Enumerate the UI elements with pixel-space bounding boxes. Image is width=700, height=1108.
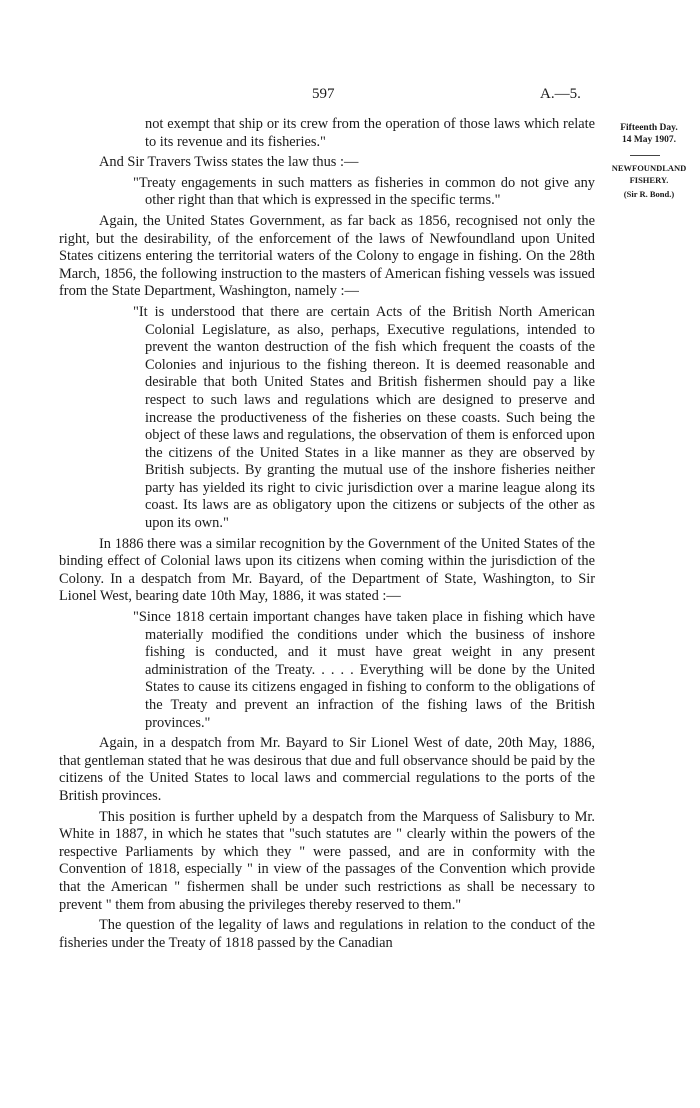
paragraph-twiss-intro: And Sir Travers Twiss states the law thus :— xyxy=(99,154,359,171)
paragraph-1886: In 1886 there was a similar recognition by the Government of the United States of the binding effect of Colonial laws upon its citizens when coming within the jurisdiction of the Colony. In a despatch from Mr. Bayard, of the Department of State, Washington, to Sir Lionel West, bearing date 10th May, 1886, it was stated :— xyxy=(59,535,595,605)
page-number: 597 xyxy=(312,86,335,102)
paragraph-salisbury: This position is further upheld by a despatch from the Marquess of Salisbury to Mr. White in 1887, in which he states that "such statutes are " clearly within the powers of the respective Parliaments by which they " were passed, and are in conformity with the Convention of 1818, especially " in view of the passages of the Convention which provide that the American " fishermen shall be under such restrictions as shall be necessary to prevent " them from abusing the privileges thereby reserved to them." xyxy=(59,808,595,913)
margin-note-subject-label: NEWFOUNDLAND FISHERY. xyxy=(611,163,687,185)
quote-twiss: "Treaty engagements in such matters as fisheries in common do not give any other right than that which is expressed in the specific terms." xyxy=(133,174,595,209)
margin-note-date: 14 May 1907. xyxy=(621,135,677,145)
main-text xyxy=(59,116,595,952)
margin-note-subject xyxy=(604,162,694,200)
paragraph-legality: The question of the legality of laws and regulations in relation to the conduct of the fisheries under the Treaty of 1818 passed by the Canadian xyxy=(59,917,595,951)
margin-note-speaker: (Sir R. Bond.) xyxy=(623,189,675,199)
quote-1856-instruction: "It is understood that there are certain Acts of the British North American Colonial Legislature, as also, perhaps, Executive regulations, intended to prevent the wanton destruction of the fish which frequent the coasts of the Colonies and injurious to the fishing thereon. It is deemed reasonable and desirable that both United States and British fishermen should pay a like respect to such laws and regulations which are designed to preserve and increase the productiveness of the fisheries on these coasts. Such being the object of these laws and regulations, the observation of them is enforced upon the citizens of the United States in a like manner as they are observed by British subjects. By granting the mutual use of the inshore fisheries neither party has yielded its right to civic jurisdiction over a marine league along its coast. Its laws are as obligatory upon the citizens or subjects of the other as upon its own." xyxy=(133,303,595,532)
paragraph-1856: Again, the United States Government, as far back as 1856, recognised not only the right, but the desirability, of the enforcement of the laws of Newfoundland upon United States citizens entering the territorial waters of the Colony to engage in fishing. On the 28th March, 1856, the following instruction to the masters of American fishing vessels was issued from the State Department, Washington, namely :— xyxy=(59,212,595,300)
paragraph-continuation: not exempt that ship or its crew from the operation of those laws which relate to its revenue and its fisheries." xyxy=(145,116,595,150)
paragraph-bayard-20th-may: Again, in a despatch from Mr. Bayard to Sir Lionel West of date, 20th May, 1886, that gentleman stated that he was desirous that due and full observance should be paid by the citizens of the United States to local laws and commercial regulations to the ports of the British provinces. xyxy=(59,735,595,804)
margin-note-day-label: Fifteenth Day. xyxy=(620,123,678,133)
margin-note-day xyxy=(604,122,694,146)
quote-1886-despatch: "Since 1818 certain important changes have taken place in fishing which have materially modified the conditions under which the business of inshore fishing is conducted, and it must have great weight in any present administration of the Treaty. . . . . Everything will be done by the United States to cause its citizens engaged in fishing to conform to the obligations of the Treaty and prevent an infraction of the fishing laws of the British provinces." xyxy=(133,609,595,731)
document-reference: A.—5. xyxy=(540,86,581,102)
margin-rule xyxy=(630,155,660,156)
bottom-margin xyxy=(0,1052,700,1108)
